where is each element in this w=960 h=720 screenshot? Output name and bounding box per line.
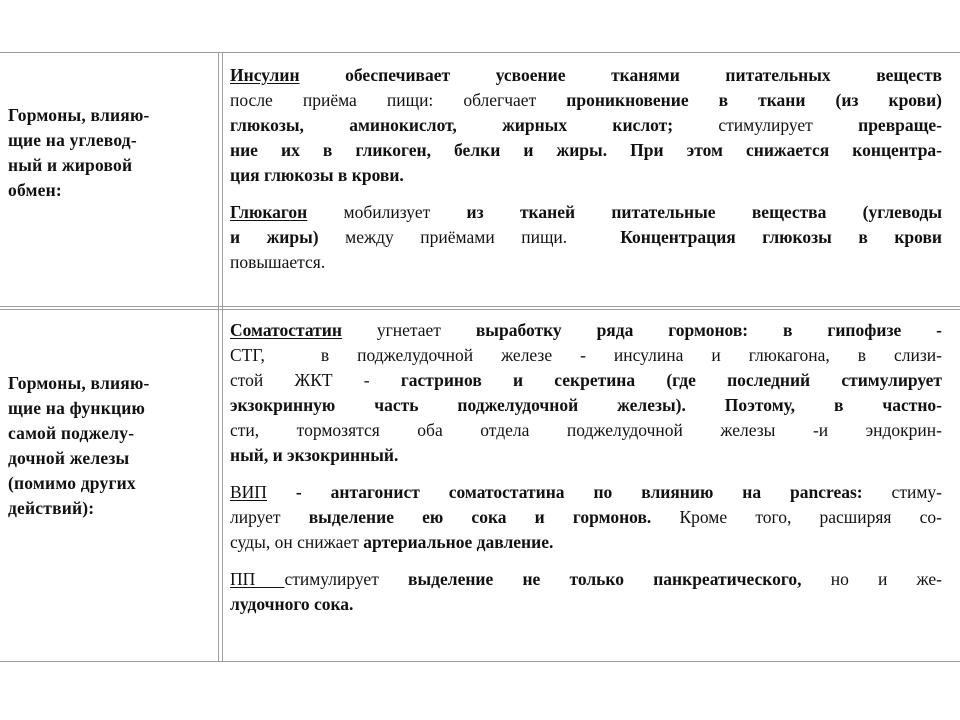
text-line	[230, 480, 942, 505]
label-line: (помимо других	[8, 473, 136, 493]
text-run: артериальное давление.	[363, 532, 554, 552]
text-run: стиму-	[862, 482, 942, 502]
text-run: экзокринную часть поджелудочной железы). Поэтому, в частно-	[230, 395, 942, 415]
text-line	[230, 63, 942, 88]
text-run: повышается.	[230, 252, 326, 272]
text-run: между приёмами пищи.	[318, 227, 621, 247]
text-run: лудочного сока.	[230, 594, 354, 614]
hormone-name: ВИП	[230, 482, 267, 502]
label-line: щие на углевод-	[8, 130, 137, 150]
text-run: мобилизует	[307, 202, 467, 222]
text-line	[230, 318, 942, 343]
label-line: самой поджелу-	[8, 423, 135, 443]
table-row-carb-fat-metabolism	[0, 53, 960, 307]
column-divider	[218, 53, 223, 661]
hormone-name: Глюкагон	[230, 202, 308, 222]
text-run: Кроме того, расширяя со-	[651, 507, 942, 527]
text-line	[230, 530, 942, 555]
text-run: - антагонист соматостатина по влиянию на pancreas:	[266, 482, 863, 502]
text-line	[230, 250, 942, 275]
label-line: Гормоны, влияю-	[8, 105, 150, 125]
hormone-name: Соматостатин	[230, 320, 342, 340]
paragraph	[230, 318, 942, 468]
label-line: Гормоны, влияю-	[8, 373, 150, 393]
row-label	[8, 103, 213, 203]
label-line: щие на функцию	[8, 398, 146, 418]
text-line	[230, 163, 942, 188]
text-line	[230, 225, 942, 250]
table-row-pancreas-function	[0, 310, 960, 662]
text-run: но и же-	[801, 569, 942, 589]
text-run: стимулирует	[284, 569, 409, 589]
text-run: проникновение в ткани (из крови)	[566, 90, 942, 110]
text-line	[230, 443, 942, 468]
text-line	[230, 393, 942, 418]
text-line	[230, 200, 942, 225]
paragraph	[230, 480, 942, 555]
text-line	[230, 418, 942, 443]
text-line	[230, 138, 942, 163]
text-run: угнетает	[341, 320, 476, 340]
text-run: ный, и экзокринный.	[230, 445, 399, 465]
paragraph	[230, 567, 942, 617]
text-run: глюкозы, аминокислот, жирных кислот;	[230, 115, 674, 135]
row-content	[230, 63, 942, 287]
text-run: стимулирует	[673, 115, 859, 135]
label-line: дочной железы	[8, 448, 130, 468]
paragraph	[230, 200, 942, 275]
text-line	[230, 505, 942, 530]
text-run: Концентрация глюкозы в крови	[620, 227, 942, 247]
text-run: превраще-	[858, 115, 942, 135]
text-run: ция глюкозы в крови.	[230, 165, 404, 185]
hormone-name: ПП	[230, 569, 285, 589]
row-content	[230, 318, 942, 629]
text-run: обеспечивает усвоение тканями питательных веществ	[299, 65, 942, 85]
hormone-table	[0, 52, 960, 662]
text-line	[230, 567, 942, 592]
text-run: гастринов и секретина (где последний стимулирует	[400, 370, 942, 390]
text-run: лирует	[230, 507, 309, 527]
text-run: после приёма пищи: облегчает	[230, 90, 567, 110]
label-line: обмен:	[8, 180, 62, 200]
text-line	[230, 113, 942, 138]
text-line	[230, 592, 942, 617]
text-line	[230, 88, 942, 113]
text-run: из тканей питательные вещества (углеводы	[466, 202, 942, 222]
text-run: СТГ, в поджелудочной железе - инсулина и глюкагона, в слизи-	[230, 345, 942, 365]
text-line	[230, 368, 942, 393]
row-label	[8, 371, 213, 521]
paragraph	[230, 63, 942, 188]
text-run: суды, он снижает	[230, 532, 364, 552]
text-line	[230, 343, 942, 368]
text-run: выработку ряда гормонов: в гипофизе -	[475, 320, 942, 340]
text-run: ние их в гликоген, белки и жиры. При этом снижается концентра-	[230, 140, 942, 160]
text-run: выделение не только панкреатического,	[408, 569, 802, 589]
text-run: сти, тормозятся оба отдела поджелудочной железы -и эндокрин-	[230, 420, 942, 440]
hormone-name: Инсулин	[230, 65, 300, 85]
label-line: действий):	[8, 498, 95, 518]
text-run: выделение ею сока и гормонов.	[308, 507, 652, 527]
label-line: ный и жировой	[8, 155, 133, 175]
text-run: стой ЖКТ -	[230, 370, 401, 390]
text-run: и жиры)	[230, 227, 319, 247]
